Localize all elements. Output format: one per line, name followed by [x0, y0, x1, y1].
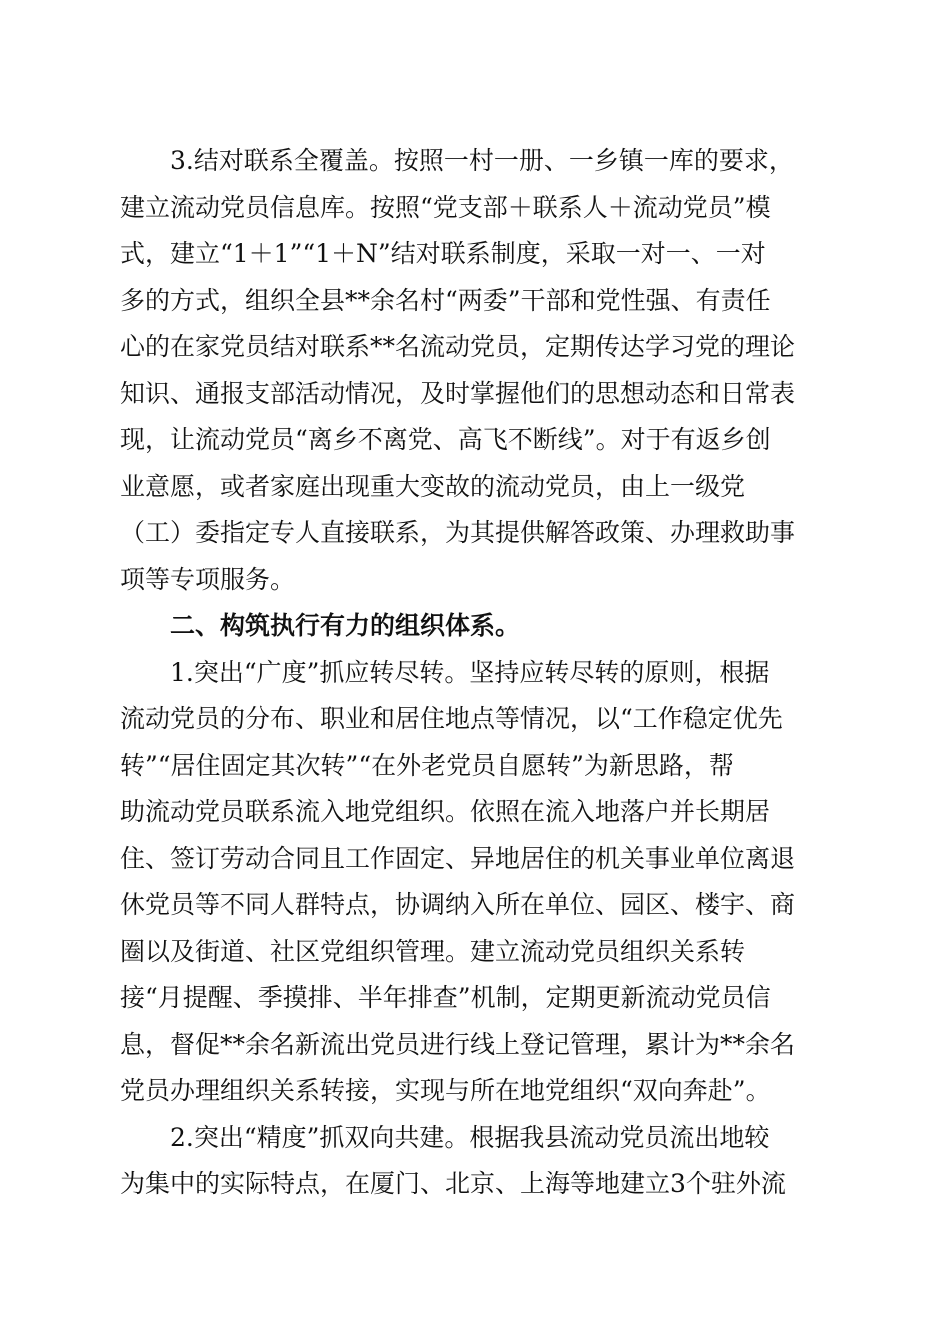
paragraph-line: 多的方式，组织全县**余名村“两委”干部和党性强、有责任 [120, 286, 771, 315]
section-heading: 二、构筑执行有力的组织体系。 [170, 611, 521, 640]
paragraph-line: 党员办理组织关系转接，实现与所在地党组织“双向奔赴”。 [120, 1076, 771, 1105]
paragraph-line: 流动党员的分布、职业和居住地点等情况，以“工作稳定优先 [120, 704, 783, 733]
paragraph-line: 圈以及街道、社区党组织管理。建立流动党员组织关系转 [120, 937, 746, 966]
paragraph-line: 转”“居住固定其次转”“在外老党员自愿转”为新思路，帮 [120, 751, 734, 780]
paragraph-line: 接“月提醒、季摸排、半年排查”机制，定期更新流动党员信 [120, 983, 771, 1012]
paragraph-line: 现，让流动党员“离乡不离党、高飞不断线”。对于有返乡创 [120, 425, 771, 454]
paragraph-line: 业意愿，或者家庭出现重大变故的流动党员，由上一级党 [120, 472, 746, 501]
paragraph-line: 建立流动党员信息库。按照“党支部＋联系人＋流动党员”模 [120, 193, 771, 222]
paragraph-line: 心的在家党员结对联系**名流动党员，定期传达学习党的理论 [120, 332, 796, 361]
paragraph-line: 休党员等不同人群特点，协调纳入所在单位、园区、楼宇、商 [120, 890, 796, 919]
paragraph-line: （工）委指定专人直接联系，为其提供解答政策、办理救助事 [120, 518, 796, 547]
paragraph-line: 式，建立“1＋1”“1＋N”结对联系制度，采取一对一、一对 [120, 239, 766, 268]
paragraph-line: 助流动党员联系流入地党组织。依照在流入地落户并长期居 [120, 797, 771, 826]
paragraph-line: 3.结对联系全覆盖。按照一村一册、一乡镇一库的要求， [170, 146, 794, 175]
paragraph-line: 2.突出“精度”抓双向共建。根据我县流动党员流出地较 [170, 1123, 770, 1152]
paragraph-line: 为集中的实际特点，在厦门、北京、上海等地建立3个驻外流 [120, 1169, 786, 1198]
paragraph-line: 住、签订劳动合同且工作固定、异地居住的机关事业单位离退 [120, 844, 796, 873]
paragraph-line: 息，督促**余名新流出党员进行线上登记管理，累计为**余名 [120, 1030, 796, 1059]
paragraph-line: 项等专项服务。 [120, 565, 296, 594]
paragraph-line: 1.突出“广度”抓应转尽转。坚持应转尽转的原则，根据 [170, 658, 770, 687]
paragraph-line: 知识、通报支部活动情况，及时掌握他们的思想动态和日常表 [120, 379, 796, 408]
